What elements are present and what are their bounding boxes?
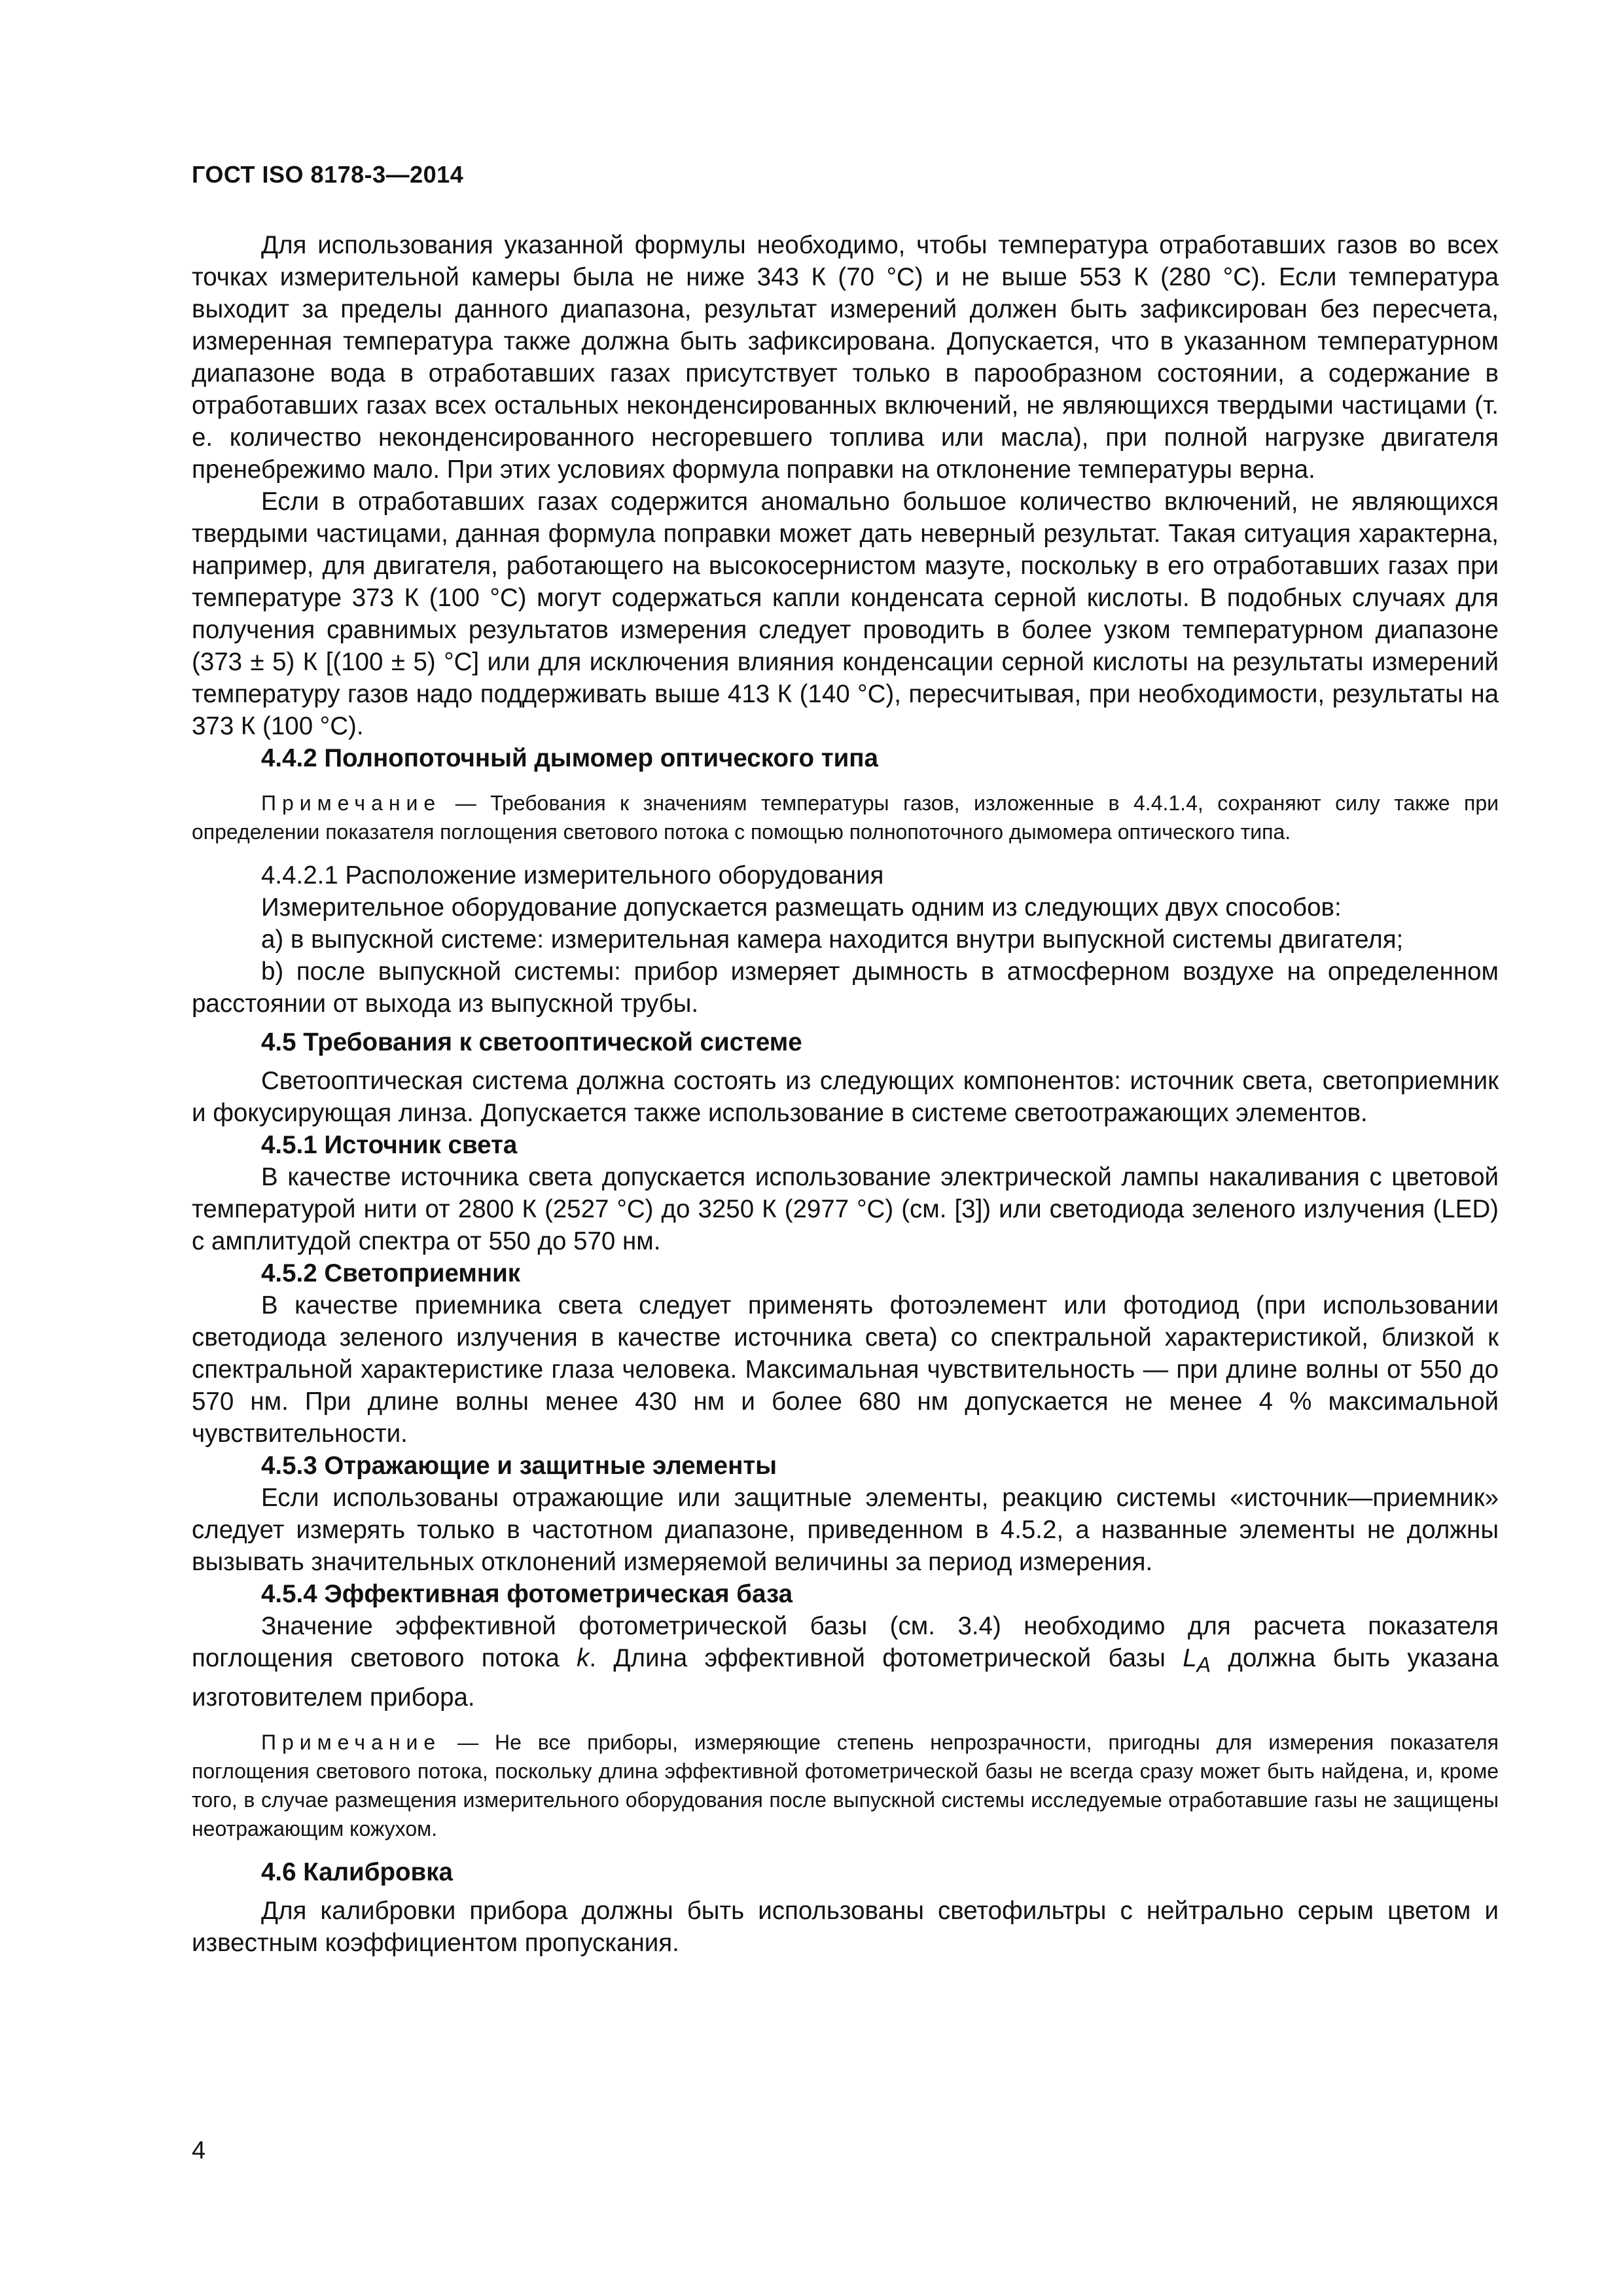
note-2 <box>192 1728 1499 1843</box>
heading-4-5-2: 4.5.2 Светоприемник <box>261 1259 521 1287</box>
note-2-text: — Не все приборы, измеряющие степень непрозрачности, пригодны для измерения показателя поглощения светового потока, поскольку длина эффективной фотометрической базы не всегда сразу может быть найдена, и, кроме того, в случае размещения измерительного оборудования после выпускной системы исследуемые отработавшие газы не защищены неотражающим кожухом. <box>192 1730 1499 1840</box>
variable-L: L <box>1183 1644 1197 1672</box>
paragraph-temperature-formula: Для использования указанной формулы необходимо, чтобы температура отработавших газов во всех точках измерительной камеры была не ниже 343 К (70 °С) и не выше 553 К (280 °С). Если температура выходит за пределы данного диапазона, результат измерений должен быть зафиксирован без пересчета, измеренная температура также должна быть зафиксирована. Допускается, что в указанном температурном диапазоне вода в отработавших газах присутствует только в парообразном состоянии, а содержание в отработавших газах всех остальных неконденсированных включений, не являющихся твердыми частицами (т. е. количество неконденсированного несгоревшего топлива или масла), при полной нагрузке двигателя пренебрежимо мало. При этих условиях формула поправки на отклонение температуры верна. <box>192 231 1499 484</box>
note-1 <box>192 789 1499 846</box>
paragraph-reflective-elements: Если использованы отражающие или защитные элементы, реакцию системы «источник—приемник» следует измерять только в частотном диапазоне, приведенном в 4.5.2, а названные элементы не должны вызывать значительных отклонений измеряемой величины за период измерения. <box>192 1484 1499 1576</box>
paragraph-photometric-base <box>192 1610 1499 1713</box>
list-item-b: b) после выпускной системы: прибор измеряет дымность в атмосферном воздухе на определенном расстоянии от выхода из выпускной трубы. <box>192 958 1499 1018</box>
paragraph-light-receiver: В качестве приемника света следует применять фотоэлемент или фотодиод (при использовании светодиода зеленого излучения в качестве источника света) со спектральной характеристикой, близкой к спектральной характеристике глаза человека. Максимальная чувствительность — при длине волны от 550 до 570 нм. При длине волны менее 430 нм и более 680 нм допускается не менее 4 % максимальной чувствительности. <box>192 1291 1499 1448</box>
paragraph-light-source: В качестве источника света допускается использование электрической лампы накаливания с цветовой температурой нити от 2800 К (2527 °С) до 3250 К (2977 °С) (см. [3]) или светодиода зеленого излучения (LED) с амплитудой спектра от 550 до 570 нм. <box>192 1163 1499 1255</box>
note-1-label: Примечание <box>261 791 442 815</box>
variable-L-subscript: A <box>1196 1653 1211 1677</box>
heading-4-4-2: 4.4.2 Полнопоточный дымомер оптического типа <box>261 744 878 772</box>
photometric-text-c: должна быть указана изготовителем прибора. <box>192 1644 1499 1712</box>
subheading-4-4-2-1: 4.4.2.1 Расположение измерительного оборудования <box>261 861 884 889</box>
heading-4-5-4: 4.5.4 Эффективная фотометрическая база <box>261 1580 793 1608</box>
photometric-text-a: Значение эффективной фотометрической базы (см. 3.4) необходимо для расчета показателя поглощения светового потока <box>192 1612 1499 1672</box>
list-item-a: a) в выпускной системе: измерительная камера находится внутри выпускной системы двигателя; <box>261 925 1404 954</box>
document-header: ГОСТ ISO 8178-3—2014 <box>192 161 464 188</box>
document-body <box>192 229 1499 1959</box>
paragraph-calibration: Для калибровки прибора должны быть использованы светофильтры с нейтрально серым цветом и известным коэффициентом пропускания. <box>192 1896 1499 1957</box>
paragraph-optical-system: Светооптическая система должна состоять из следующих компонентов: источник света, светоприемник и фокусирующая линза. Допускается также использование в системе светоотражающих элементов. <box>192 1067 1499 1127</box>
heading-4-6: 4.6 Калибровка <box>261 1857 453 1886</box>
paragraph-placement-methods: Измерительное оборудование допускается размещать одним из следующих двух способов: <box>261 893 1342 922</box>
variable-k: k <box>577 1644 590 1672</box>
page-number: 4 <box>192 2137 206 2164</box>
paragraph-anomalous-inclusions: Если в отработавших газах содержится аномально большое количество включений, не являющихся твердыми частицами, данная формула поправки может дать неверный результат. Такая ситуация характерна, например, для двигателя, работающего на высокосернистом мазуте, поскольку в его отработавших газах при температуре 373 К (100 °С) могут содержаться капли конденсата серной кислоты. В подобных случаях для получения сравнимых результатов измерения следует проводить в более узком температурном диапазоне (373 ± 5) К [(100 ± 5) °С] или для исключения влияния конденсации серной кислоты на результаты измерений температуру газов надо поддерживать выше 413 К (140 °С), пересчитывая, при необходимости, результаты на 373 К (100 °С). <box>192 488 1499 740</box>
note-2-label: Примечание <box>261 1730 442 1754</box>
heading-4-5-3: 4.5.3 Отражающие и защитные элементы <box>261 1452 777 1480</box>
heading-4-5-1: 4.5.1 Источник света <box>261 1131 518 1159</box>
photometric-text-b: . Длина эффективной фотометрической базы <box>589 1644 1183 1672</box>
note-1-text: — Требования к значениям температуры газов, изложенные в 4.4.1.4, сохраняют силу также при определении показателя поглощения светового потока с помощью полнопоточного дымомера оптического типа. <box>192 791 1499 844</box>
heading-4-5: 4.5 Требования к светооптической системе <box>261 1028 802 1056</box>
